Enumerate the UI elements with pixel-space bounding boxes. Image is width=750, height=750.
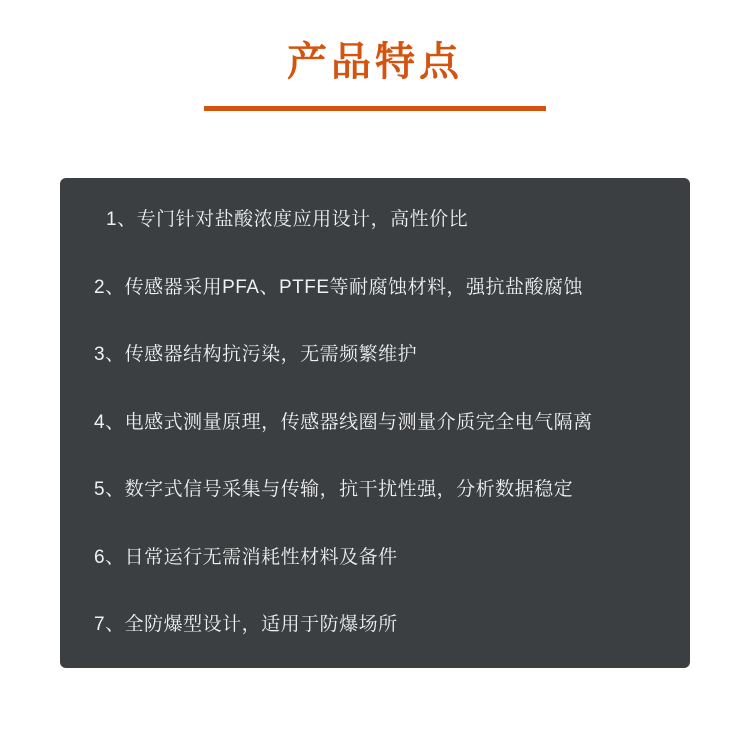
page-header xyxy=(0,0,750,111)
title-underline-rule xyxy=(204,106,546,111)
page-title: 产品特点 xyxy=(287,40,463,84)
list-item: 2、传感器采用PFA、PTFE等耐腐蚀材料，强抗盐酸腐蚀 xyxy=(94,276,584,298)
list-item: 1、专门针对盐酸浓度应用设计，高性价比 xyxy=(106,209,469,230)
list-item: 7、全防爆型设计，适用于防爆场所 xyxy=(94,614,398,636)
features-panel xyxy=(60,178,690,668)
list-item: 3、传感器结构抗污染，无需频繁维护 xyxy=(94,344,418,366)
list-item: 5、数字式信号采集与传输，抗干扰性强，分析数据稳定 xyxy=(94,479,574,501)
list-item: 4、电感式测量原理，传感器线圈与测量介质完全电气隔离 xyxy=(94,411,593,433)
list-item: 6、日常运行无需消耗性材料及备件 xyxy=(94,546,398,568)
